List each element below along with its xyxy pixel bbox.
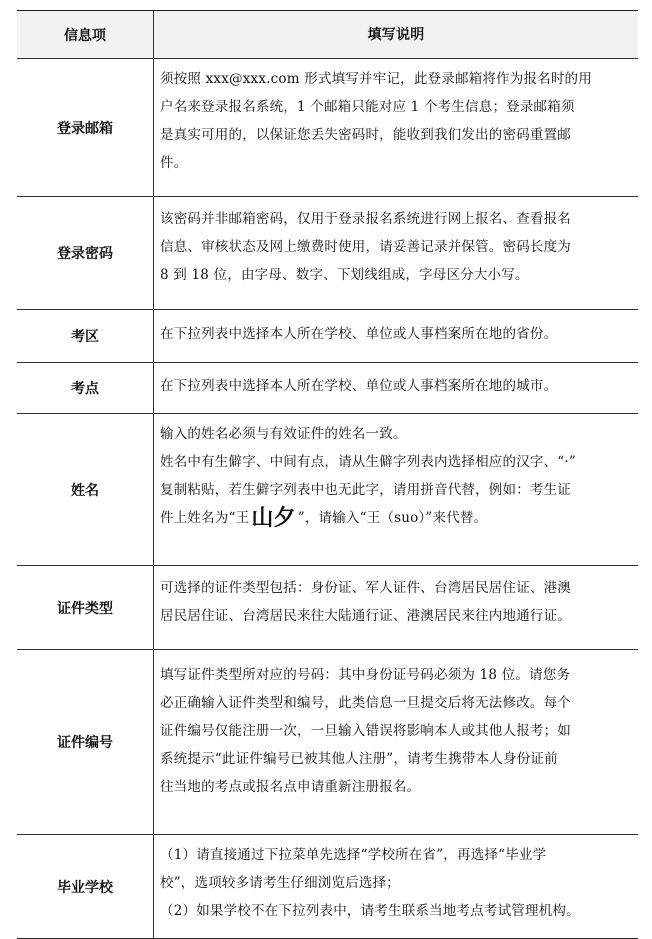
header-col-item: 信息项 bbox=[17, 11, 154, 58]
desc-line: 必正确输入证件类型和编号，此类信息一旦提交后将无法修改。每个 bbox=[160, 695, 571, 711]
row-label-exam-site: 考点 bbox=[17, 363, 154, 413]
table-row-password bbox=[17, 197, 638, 310]
row-label-password: 登录密码 bbox=[17, 197, 154, 309]
info-table bbox=[17, 10, 638, 939]
row-desc-password bbox=[154, 197, 638, 309]
row-desc-exam-region bbox=[154, 310, 638, 362]
row-label-id-number: 证件编号 bbox=[17, 650, 154, 834]
desc-line: 居民居住证、台湾居民来往大陆通行证、港澳居民来往内地通行证。 bbox=[160, 608, 571, 624]
row-label-email: 登录邮箱 bbox=[17, 59, 154, 196]
desc-line: 8 到 18 位，由字母、数字、下划线组成，字母区分大小写。 bbox=[160, 267, 529, 283]
table-row-exam-site bbox=[17, 363, 638, 414]
desc-line: 件。 bbox=[160, 155, 188, 171]
desc-line: 户名来登录报名系统，1 个邮箱只能对应 1 个考生信息；登录邮箱须 bbox=[160, 99, 575, 115]
row-desc-id-number bbox=[154, 650, 638, 834]
desc-line: 可选择的证件类型包括：身份证、军人证件、台湾居民居住证、港澳 bbox=[160, 580, 571, 596]
desc-line: 证件编号仅能注册一次，一旦输入错误将影响本人或其他人报考；如 bbox=[160, 723, 571, 739]
row-desc-id-type bbox=[154, 566, 638, 649]
desc-line: 须按照 xxx@xxx.com 形式填写并牢记，此登录邮箱将作为报名时的用 bbox=[160, 71, 592, 87]
desc-line: （1）请直接通过下拉菜单先选择“学校所在省”，再选择“毕业学 bbox=[160, 847, 547, 863]
table-row-exam-region bbox=[17, 310, 638, 363]
row-desc-school bbox=[154, 835, 638, 938]
desc-line-with-rare-char bbox=[160, 504, 632, 533]
desc-text: 件上姓名为“王 bbox=[160, 510, 250, 526]
table-row-email bbox=[17, 59, 638, 197]
desc-line: 往当地的考点或报名点申请重新注册报名。 bbox=[160, 779, 421, 795]
row-desc-name bbox=[154, 414, 638, 565]
desc-line: 姓名中有生僻字、中间有点，请从生僻字列表内选择相应的汉字、“·” bbox=[160, 454, 576, 470]
table-row-school bbox=[17, 835, 638, 938]
desc-line: 校”，选项较多请考生仔细浏览后选择； bbox=[160, 875, 401, 891]
header-col-description: 填写说明 bbox=[154, 11, 638, 58]
desc-line: 填写证件类型所对应的号码：其中身份证号码必须为 18 位。请您务 bbox=[160, 667, 571, 683]
row-label-name: 姓名 bbox=[17, 414, 154, 565]
desc-line: 在下拉列表中选择本人所在学校、单位或人事档案所在地的城市。 bbox=[160, 378, 558, 394]
desc-line: 复制粘贴，若生僻字列表中也无此字，请用拼音代替，例如：考生证 bbox=[160, 482, 571, 498]
row-desc-exam-site bbox=[154, 363, 638, 413]
desc-line: 系统提示“此证件编号已被其他人注册”，请考生携带本人身份证前 bbox=[160, 751, 558, 767]
table-row-name bbox=[17, 414, 638, 566]
row-label-id-type: 证件类型 bbox=[17, 566, 154, 649]
row-label-exam-region: 考区 bbox=[17, 310, 154, 362]
rare-character-glyph: 山夕 bbox=[251, 506, 296, 531]
desc-text: ”，请输入“王（suo）”来代替。 bbox=[297, 510, 488, 526]
row-desc-email bbox=[154, 59, 638, 196]
desc-line: 输入的姓名必须与有效证件的姓名一致。 bbox=[160, 426, 407, 442]
desc-line: 在下拉列表中选择本人所在学校、单位或人事档案所在地的省份。 bbox=[160, 326, 558, 342]
desc-line: 是真实可用的，以保证您丢失密码时，能收到我们发出的密码重置邮 bbox=[160, 127, 571, 143]
desc-line: （2）如果学校不在下拉列表中，请考生联系当地考点考试管理机构。 bbox=[160, 903, 580, 919]
table-row-id-number bbox=[17, 650, 638, 835]
table-header-row bbox=[17, 11, 638, 59]
desc-line: 该密码并非邮箱密码，仅用于登录报名系统进行网上报名、查看报名 bbox=[160, 211, 571, 227]
table-row-id-type bbox=[17, 566, 638, 650]
row-label-school: 毕业学校 bbox=[17, 835, 154, 938]
desc-line: 信息、审核状态及网上缴费时使用，请妥善记录并保管。密码长度为 bbox=[160, 239, 571, 255]
